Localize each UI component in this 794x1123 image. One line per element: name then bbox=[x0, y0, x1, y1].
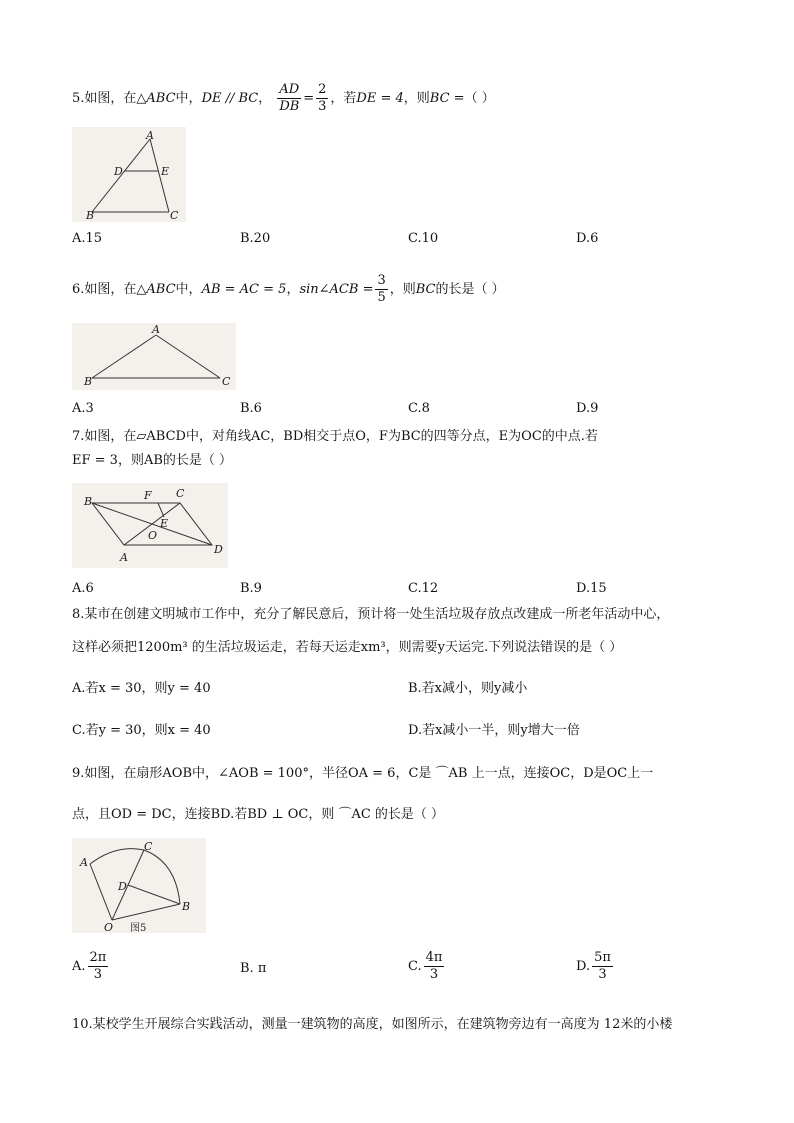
q5-frac-den: DB bbox=[279, 99, 300, 114]
q5-fraction-ad-db bbox=[277, 82, 301, 115]
q9-figure-sector bbox=[72, 838, 206, 933]
q9-option-a-den: 3 bbox=[93, 967, 103, 982]
q9-option-c-num: 4π bbox=[425, 950, 443, 965]
q9-option-d bbox=[576, 950, 615, 983]
q6-label-c: C bbox=[222, 375, 231, 388]
q6-option-c: C.8 bbox=[408, 401, 430, 416]
q5-math-1: ABC bbox=[146, 91, 176, 106]
q9-option-a-num: 2π bbox=[89, 950, 107, 965]
q5-text-2: 中， bbox=[175, 91, 202, 106]
q6-frac-den: 5 bbox=[377, 290, 386, 305]
q5-val-den: 3 bbox=[318, 99, 327, 114]
q5-text-1: 5.如图，在△ bbox=[72, 91, 147, 106]
q6-option-a: A.3 bbox=[72, 401, 94, 416]
q7-label-c: C bbox=[176, 487, 185, 500]
q5-option-d: D.6 bbox=[576, 231, 599, 246]
q5-stem bbox=[72, 82, 495, 115]
q7-label-f: F bbox=[144, 489, 152, 502]
q9-stem-line2: 点，且OD = DC，连接BD.若BD ⊥ OC，则 ⌒AC 的长是（ ） bbox=[72, 807, 445, 822]
q6-text-2: 中， bbox=[175, 282, 202, 297]
q5-label-e: E bbox=[161, 165, 170, 178]
q7-option-c: C.12 bbox=[408, 581, 439, 596]
q5-option-c: C.10 bbox=[408, 231, 439, 246]
q5-text-3: ， bbox=[258, 91, 272, 106]
q8-option-a: A.若x = 30，则y = 40 bbox=[72, 681, 211, 696]
q9-label-o: O bbox=[104, 921, 114, 933]
q9-option-c-fraction bbox=[424, 950, 445, 983]
q6-text-5: 的长是（ ） bbox=[435, 282, 505, 297]
q5-val-num: 2 bbox=[318, 82, 327, 97]
q7-stem-line1: 7.如图，在▱ABCD中，对角线AC，BD相交于点O，F为BC的四等分点，E为OC的中点.若 bbox=[72, 429, 598, 444]
q8-option-d: D.若x减小一半，则y增大一倍 bbox=[408, 723, 580, 738]
q6-math-3: sin∠ACB = bbox=[299, 282, 374, 297]
q9-option-d-num: 5π bbox=[594, 950, 611, 965]
q8-option-b: B.若x减小，则y减小 bbox=[408, 681, 528, 696]
q10-stem-line1: 10.某校学生开展综合实践活动，测量一建筑物的高度，如图所示，在建筑物旁边有一高度为 12米的小楼 bbox=[72, 1017, 673, 1032]
q9-option-c bbox=[408, 950, 446, 983]
q9-option-c-den: 3 bbox=[429, 967, 439, 982]
q8-stem-line2: 这样必须把1200m³ 的生活垃圾运走，若每天运走xm³，则需要y天运完.下列说法错误的是（ ） bbox=[72, 640, 623, 655]
q6-label-b: B bbox=[84, 375, 93, 388]
q6-math-2: AB = AC = 5 bbox=[201, 282, 287, 297]
q9-option-a-prefix: A. bbox=[72, 959, 86, 974]
q5-option-b: B.20 bbox=[240, 231, 271, 246]
q5-label-d: D bbox=[114, 165, 123, 178]
q9-option-b bbox=[240, 960, 266, 978]
q8-option-c: C.若y = 30，则x = 40 bbox=[72, 723, 211, 738]
q5-label-a: A bbox=[146, 129, 154, 142]
q6-label-a: A bbox=[152, 323, 160, 336]
q9-stem-line1: 9.如图，在扇形AOB中，∠AOB = 100°，半径OA = 6，C是 ⌒AB 上一点，连接OC，D是OC上一 bbox=[72, 766, 654, 781]
q6-option-d: D.9 bbox=[576, 401, 599, 416]
q5-fraction-value bbox=[316, 82, 328, 115]
q6-math-4: BC bbox=[415, 282, 436, 297]
q9-option-d-fraction bbox=[592, 950, 613, 983]
q6-stem bbox=[72, 273, 505, 306]
q7-label-b: B bbox=[84, 495, 93, 508]
q7-label-a: A bbox=[120, 551, 128, 564]
q6-text-4: ，则 bbox=[389, 282, 416, 297]
q8-stem-line1: 8.某市在创建文明城市工作中，充分了解民意后，预计将一处生活垃圾存放点改建成一所老年活动中心， bbox=[72, 607, 670, 622]
q9-option-b-text: π bbox=[257, 961, 267, 976]
q9-option-a-fraction bbox=[88, 950, 109, 983]
q9-label-b: B bbox=[182, 900, 191, 913]
q9-label-d: D bbox=[118, 880, 127, 893]
q7-label-d: D bbox=[214, 543, 223, 556]
q5-label-b: B bbox=[86, 209, 95, 222]
q5-math-4: BC = bbox=[429, 91, 465, 106]
q9-option-a bbox=[72, 950, 110, 983]
q7-option-d: D.15 bbox=[576, 581, 607, 596]
q6-figure-triangle bbox=[72, 323, 236, 390]
q6-option-b: B.6 bbox=[240, 401, 262, 416]
q5-option-a: A.15 bbox=[72, 231, 103, 246]
q7-option-b: B.9 bbox=[240, 581, 262, 596]
q7-label-o: O bbox=[148, 529, 158, 542]
q5-text-6: （ ） bbox=[464, 91, 495, 106]
q6-text-1: 6.如图，在△ bbox=[72, 282, 147, 297]
q6-math-1: ABC bbox=[146, 282, 176, 297]
q7-option-a: A.6 bbox=[72, 581, 94, 596]
q6-frac-num: 3 bbox=[377, 273, 386, 288]
q5-figure-triangle bbox=[72, 127, 186, 222]
q7-label-e: E bbox=[160, 517, 169, 530]
q7-figure-parallelogram bbox=[72, 483, 228, 568]
q5-text-5: ，则 bbox=[403, 91, 430, 106]
q9-option-d-prefix: D. bbox=[576, 959, 591, 974]
q5-frac-num: AD bbox=[279, 82, 300, 97]
q5-label-c: C bbox=[170, 209, 179, 222]
q5-text-4: ，若 bbox=[330, 91, 357, 106]
q9-label-c: C bbox=[144, 840, 153, 853]
q6-fraction bbox=[375, 273, 387, 306]
q9-label-a: A bbox=[80, 856, 88, 869]
q6-text-3: ， bbox=[286, 282, 300, 297]
q5-math-3: DE = 4 bbox=[356, 91, 404, 106]
q5-eq: = bbox=[303, 91, 315, 106]
q9-option-d-den: 3 bbox=[598, 967, 607, 982]
q9-option-c-prefix: C. bbox=[408, 959, 422, 974]
q9-option-b-prefix: B. bbox=[240, 961, 254, 976]
q5-math-2: DE // BC bbox=[201, 91, 259, 106]
q7-stem-line2: EF = 3，则AB的长是（ ） bbox=[72, 453, 233, 468]
q9-figure-caption: 图5 bbox=[130, 923, 147, 933]
